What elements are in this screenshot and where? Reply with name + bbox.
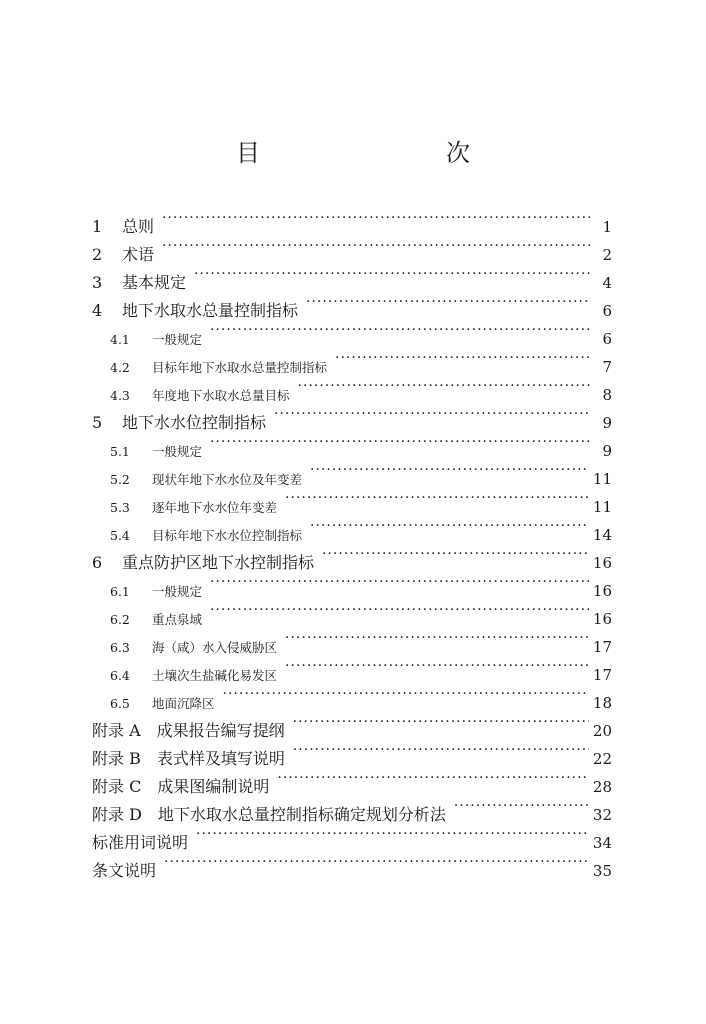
dot-leader bbox=[194, 260, 590, 288]
toc-entry-page: 11 bbox=[592, 498, 612, 516]
toc-entry-label: 条文说明 bbox=[92, 861, 157, 880]
toc-entry-page: 34 bbox=[592, 834, 612, 852]
dot-leader bbox=[277, 764, 589, 792]
dot-leader bbox=[210, 428, 590, 456]
toc-entry-label: 标准用词说明 bbox=[92, 833, 189, 852]
dot-leader bbox=[285, 624, 589, 652]
toc-entry-number: 6 bbox=[92, 553, 103, 572]
dot-leader bbox=[293, 708, 589, 736]
toc-entry-label: 地下水水位控制指标 bbox=[122, 413, 267, 432]
toc-entry-page: 16 bbox=[592, 610, 612, 628]
toc-entry[interactable] bbox=[92, 260, 612, 292]
dot-leader bbox=[285, 652, 589, 680]
toc-entry-page: 9 bbox=[602, 442, 612, 460]
toc-entry-number: 5.1 bbox=[110, 444, 130, 459]
toc-entry-page: 20 bbox=[592, 722, 612, 740]
toc-entry-number: 5.2 bbox=[110, 472, 130, 487]
toc-entry-label: 附录 C 成果图编制说明 bbox=[92, 777, 270, 796]
dot-leader bbox=[454, 792, 589, 820]
toc-entry-number: 1 bbox=[92, 217, 103, 236]
toc-entry-label: 基本规定 bbox=[122, 273, 187, 292]
toc-entry-number: 4.1 bbox=[110, 332, 130, 347]
toc-entry-page: 6 bbox=[602, 330, 612, 348]
toc-entry-label: 一般规定 bbox=[152, 332, 203, 347]
toc-entry-label: 一般规定 bbox=[152, 444, 203, 459]
dot-leader bbox=[274, 400, 590, 428]
toc-entry-page: 11 bbox=[592, 470, 612, 488]
dot-leader bbox=[210, 596, 589, 624]
toc-entry-page: 2 bbox=[602, 246, 612, 264]
dot-leader bbox=[293, 736, 589, 764]
toc-entry-page: 6 bbox=[602, 302, 612, 320]
dot-leader bbox=[298, 372, 590, 400]
toc-entry-label: 目标年地下水水位控制指标 bbox=[152, 528, 303, 543]
dot-leader bbox=[164, 848, 589, 876]
toc-entry-page: 4 bbox=[602, 274, 612, 292]
toc-entry-number: 6.2 bbox=[110, 612, 130, 627]
toc-entry-page: 16 bbox=[592, 554, 612, 572]
toc-entry-number: 5.3 bbox=[110, 500, 130, 515]
toc-entry-page: 22 bbox=[592, 750, 612, 768]
dot-leader bbox=[310, 512, 589, 540]
toc-entry-number: 4.3 bbox=[110, 388, 130, 403]
toc-entry-label: 目标年地下水取水总量控制指标 bbox=[152, 360, 328, 375]
toc-entry-page: 16 bbox=[592, 582, 612, 600]
toc-title: 目 次 bbox=[236, 139, 516, 167]
toc-entry-label: 一般规定 bbox=[152, 584, 203, 599]
toc-entry-number: 4.2 bbox=[110, 360, 130, 375]
toc-entry-number: 2 bbox=[92, 245, 103, 264]
toc-entry-number: 6.5 bbox=[110, 696, 130, 711]
toc-entry-label: 附录 D 地下水取水总量控制指标确定规划分析法 bbox=[92, 805, 446, 824]
toc-entry-label: 海（咸）水入侵威胁区 bbox=[152, 640, 278, 655]
toc-entry-label: 地下水取水总量控制指标 bbox=[122, 301, 299, 320]
toc-entry-page: 32 bbox=[592, 806, 612, 824]
toc-entry-page: 9 bbox=[602, 414, 612, 432]
toc-entry-number: 5.4 bbox=[110, 528, 130, 543]
toc-entry-number: 4 bbox=[92, 301, 103, 320]
dot-leader bbox=[310, 456, 589, 484]
dot-leader bbox=[223, 680, 589, 708]
toc-entry-page: 7 bbox=[602, 358, 612, 376]
toc-entry-number: 6.4 bbox=[110, 668, 130, 683]
toc-entry-label: 总则 bbox=[122, 217, 155, 236]
dot-leader bbox=[210, 316, 590, 344]
table-of-contents bbox=[92, 204, 612, 880]
toc-entry-label: 重点防护区地下水控制指标 bbox=[122, 553, 315, 572]
toc-entry-page: 28 bbox=[592, 778, 612, 796]
dot-leader bbox=[196, 820, 589, 848]
toc-entry-label: 逐年地下水水位年变差 bbox=[152, 500, 278, 515]
toc-entry-page: 8 bbox=[602, 386, 612, 404]
dot-leader bbox=[285, 484, 589, 512]
toc-entry-number: 6.3 bbox=[110, 640, 130, 655]
toc-entry-label: 附录 B 表式样及填写说明 bbox=[92, 749, 285, 768]
toc-entry-label: 附录 A 成果报告编写提纲 bbox=[92, 721, 285, 740]
toc-entry-number: 6.1 bbox=[110, 584, 130, 599]
toc-entry[interactable] bbox=[92, 204, 612, 236]
dot-leader bbox=[210, 568, 589, 596]
toc-entry-page: 14 bbox=[592, 526, 612, 544]
toc-entry-page: 1 bbox=[602, 218, 612, 236]
dot-leader bbox=[306, 288, 590, 316]
toc-entry-label: 现状年地下水水位及年变差 bbox=[152, 472, 303, 487]
toc-entry-number: 5 bbox=[92, 413, 103, 432]
toc-entry-page: 17 bbox=[592, 638, 612, 656]
dot-leader bbox=[335, 344, 590, 372]
toc-entry[interactable] bbox=[92, 848, 612, 880]
toc-entry-number: 3 bbox=[92, 273, 103, 292]
toc-entry[interactable] bbox=[92, 232, 612, 264]
toc-entry-label: 土壤次生盐碱化易发区 bbox=[152, 668, 278, 683]
toc-entry-label: 年度地下水取水总量目标 bbox=[152, 388, 290, 403]
toc-entry-label: 术语 bbox=[122, 245, 155, 264]
dot-leader bbox=[162, 232, 590, 260]
dot-leader bbox=[162, 204, 590, 232]
toc-entry-label: 地面沉降区 bbox=[152, 696, 215, 711]
toc-entry-page: 18 bbox=[592, 694, 612, 712]
toc-entry-label: 重点泉域 bbox=[152, 612, 203, 627]
dot-leader bbox=[322, 540, 589, 568]
toc-entry-page: 17 bbox=[592, 666, 612, 684]
toc-entry-page: 35 bbox=[592, 862, 612, 880]
